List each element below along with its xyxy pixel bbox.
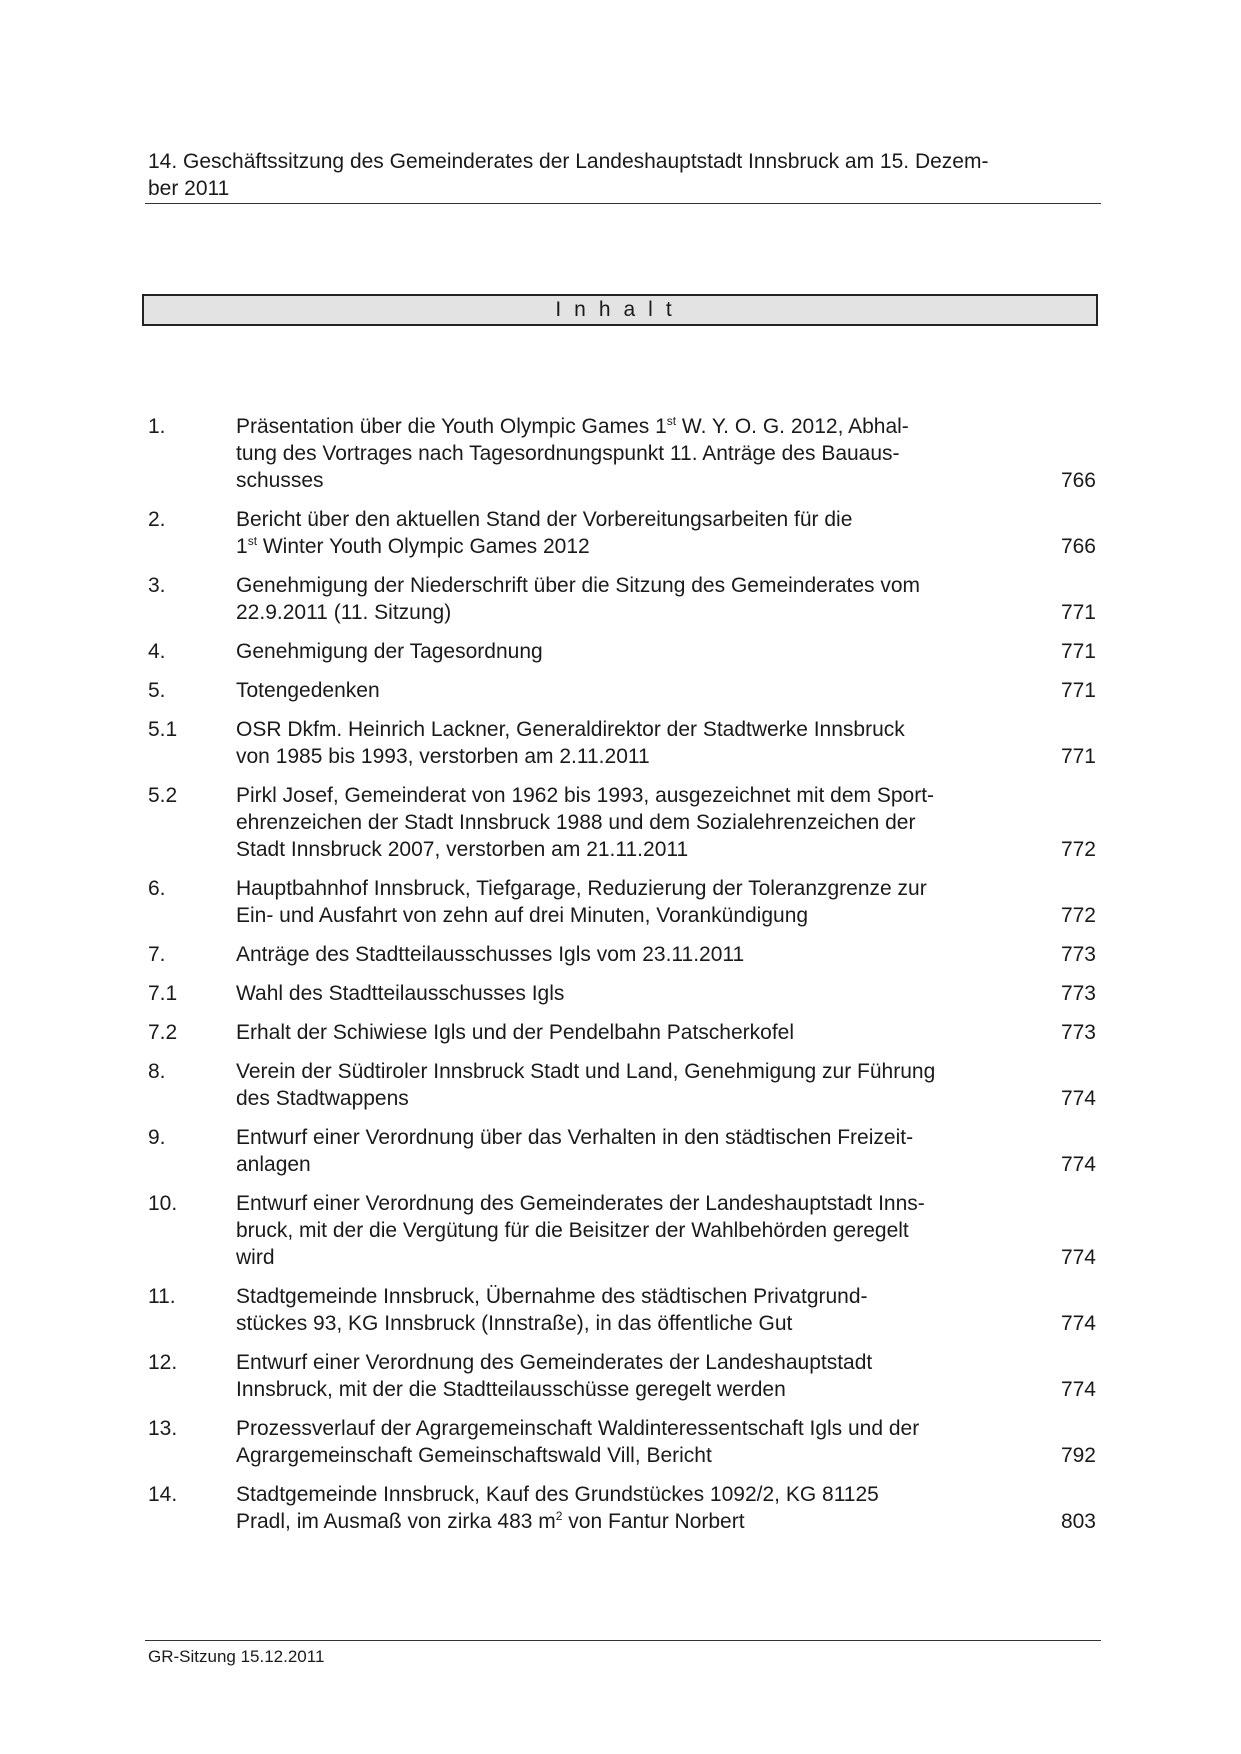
toc-title: Stadtgemeinde Innsbruck, Übernahme des städtischen Privatgrund- stückes 93, KG Innsbruck (Innstraße), in das öffentliche Gut — [236, 1285, 868, 1335]
toc-number: 5. — [148, 679, 166, 702]
toc-title: Entwurf einer Verordnung des Gemeinderates der Landeshauptstadt Innsbruck, mit der die Stadtteilausschüsse geregelt werden — [236, 1351, 873, 1401]
toc-page: 771 — [1060, 640, 1096, 663]
toc-title: Pirkl Josef, Gemeinderat von 1962 bis 1993, ausgezeichnet mit dem Sport- ehrenzeichen der Stadt Innsbruck 1988 und dem Sozialehrenzeichen der Stadt Innsbruck 2007, verstorben am 21.11.2011 — [236, 784, 935, 861]
toc-entry — [148, 1481, 1096, 1535]
toc-number: 12. — [148, 1351, 178, 1374]
toc-number: 6. — [148, 877, 166, 900]
toc-entry — [148, 1019, 1096, 1046]
toc-entry — [148, 782, 1096, 863]
toc-number: 9. — [148, 1126, 166, 1149]
toc-page: 773 — [1060, 943, 1096, 966]
toc-page: 773 — [1060, 1021, 1096, 1044]
toc-page: 774 — [1060, 1312, 1096, 1335]
toc-title: Entwurf einer Verordnung des Gemeinderates der Landeshauptstadt Inns- bruck, mit der die Vergütung für die Beisitzer der Wahlbehörden geregelt wird — [236, 1192, 925, 1269]
toc-title: Totengedenken — [236, 679, 380, 702]
toc-number: 3. — [148, 574, 166, 597]
table-of-contents — [148, 413, 1096, 1547]
toc-page: 766 — [1060, 469, 1096, 492]
toc-entry — [148, 1058, 1096, 1112]
toc-entry — [148, 875, 1096, 929]
toc-entry — [148, 506, 1096, 560]
document-footer: GR-Sitzung 15.12.2011 — [148, 1647, 325, 1666]
toc-page: 771 — [1060, 679, 1096, 702]
toc-title: Stadtgemeinde Innsbruck, Kauf des Grundstückes 1092/2, KG 81125 Pradl, im Ausmaß von zirka 483 $m^2$ von Fantur Norbert — [236, 1483, 879, 1533]
toc-entry — [148, 1415, 1096, 1469]
toc-page: 766 — [1060, 535, 1096, 558]
toc-entry — [148, 638, 1096, 665]
toc-title: Entwurf einer Verordnung über das Verhalten in den städtischen Freizeit- anlagen — [236, 1126, 914, 1176]
toc-entry — [148, 980, 1096, 1007]
toc-number: 7.2 — [148, 1021, 178, 1044]
toc-entry — [148, 572, 1096, 626]
toc-number: 13. — [148, 1417, 178, 1440]
toc-page: 773 — [1060, 982, 1096, 1005]
toc-entry — [148, 1124, 1096, 1178]
toc-number: 1. — [148, 415, 166, 438]
toc-page: 774 — [1060, 1087, 1096, 1110]
toc-number: 14. — [148, 1483, 178, 1506]
toc-title: Verein der Südtiroler Innsbruck Stadt und Land, Genehmigung zur Führung des Stadtwappens — [236, 1060, 936, 1110]
toc-page: 774 — [1060, 1246, 1096, 1269]
inhalt-heading: Inhalt — [142, 294, 1098, 326]
toc-number: 10. — [148, 1192, 178, 1215]
toc-number: 5.2 — [148, 784, 178, 807]
footer-rule — [145, 1640, 1101, 1641]
toc-number: 7.1 — [148, 982, 178, 1005]
toc-title: Erhalt der Schiwiese Igls und der Pendelbahn Patscherkofel — [236, 1021, 794, 1044]
toc-number: 11. — [148, 1285, 176, 1308]
toc-title: Genehmigung der Niederschrift über die Sitzung des Gemeinderates vom 22.9.2011 (11. Sitzung) — [236, 574, 921, 624]
document-header — [148, 148, 1078, 202]
header-line-1: 14. Geschäftssitzung des Gemeinderates der Landeshauptstadt Innsbruck am 15. Dezem- — [148, 150, 989, 173]
header-rule — [145, 203, 1101, 204]
toc-entry — [148, 1283, 1096, 1337]
toc-title: Wahl des Stadtteilausschusses Igls — [236, 982, 565, 1005]
toc-entry — [148, 1190, 1096, 1271]
toc-title: OSR Dkfm. Heinrich Lackner, Generaldirektor der Stadtwerke Innsbruck von 1985 bis 1993, verstorben am 2.11.2011 — [236, 718, 905, 768]
toc-page: 792 — [1060, 1444, 1096, 1467]
toc-entry — [148, 413, 1096, 494]
toc-title: Hauptbahnhof Innsbruck, Tiefgarage, Reduzierung der Toleranzgrenze zur Ein- und Ausfahrt von zehn auf drei Minuten, Vorankündigung — [236, 877, 927, 927]
toc-number: 2. — [148, 508, 166, 531]
toc-entry — [148, 941, 1096, 968]
toc-entry — [148, 677, 1096, 704]
toc-entry — [148, 1349, 1096, 1403]
toc-title: Bericht über den aktuellen Stand der Vorbereitungsarbeiten für die 1st Winter Youth Olympic Games 2012 — [236, 508, 853, 558]
toc-page: 771 — [1060, 745, 1096, 768]
toc-number: 4. — [148, 640, 166, 663]
toc-title: Präsentation über die Youth Olympic Games 1st W. Y. O. G. 2012, Abhal- tung des Vortrages nach Tagesordnungspunkt 11. Anträge des Bauaus- schusses — [236, 414, 909, 492]
toc-title: Genehmigung der Tagesordnung — [236, 640, 543, 663]
toc-number: 5.1 — [148, 718, 178, 741]
toc-page: 803 — [1060, 1510, 1096, 1533]
toc-page: 774 — [1060, 1153, 1096, 1176]
toc-page: 772 — [1060, 838, 1096, 861]
toc-number: 7. — [148, 943, 166, 966]
toc-page: 774 — [1060, 1378, 1096, 1401]
toc-title: Prozessverlauf der Agrargemeinschaft Waldinteressentschaft Igls und der Agrargemeinschaft Gemeinschaftswald Vill, Bericht — [236, 1417, 920, 1467]
toc-title: Anträge des Stadtteilausschusses Igls vom 23.11.2011 — [236, 943, 745, 966]
toc-entry — [148, 716, 1096, 770]
toc-page: 771 — [1060, 601, 1096, 624]
toc-page: 772 — [1060, 904, 1096, 927]
header-line-2: ber 2011 — [148, 177, 230, 200]
toc-number: 8. — [148, 1060, 166, 1083]
